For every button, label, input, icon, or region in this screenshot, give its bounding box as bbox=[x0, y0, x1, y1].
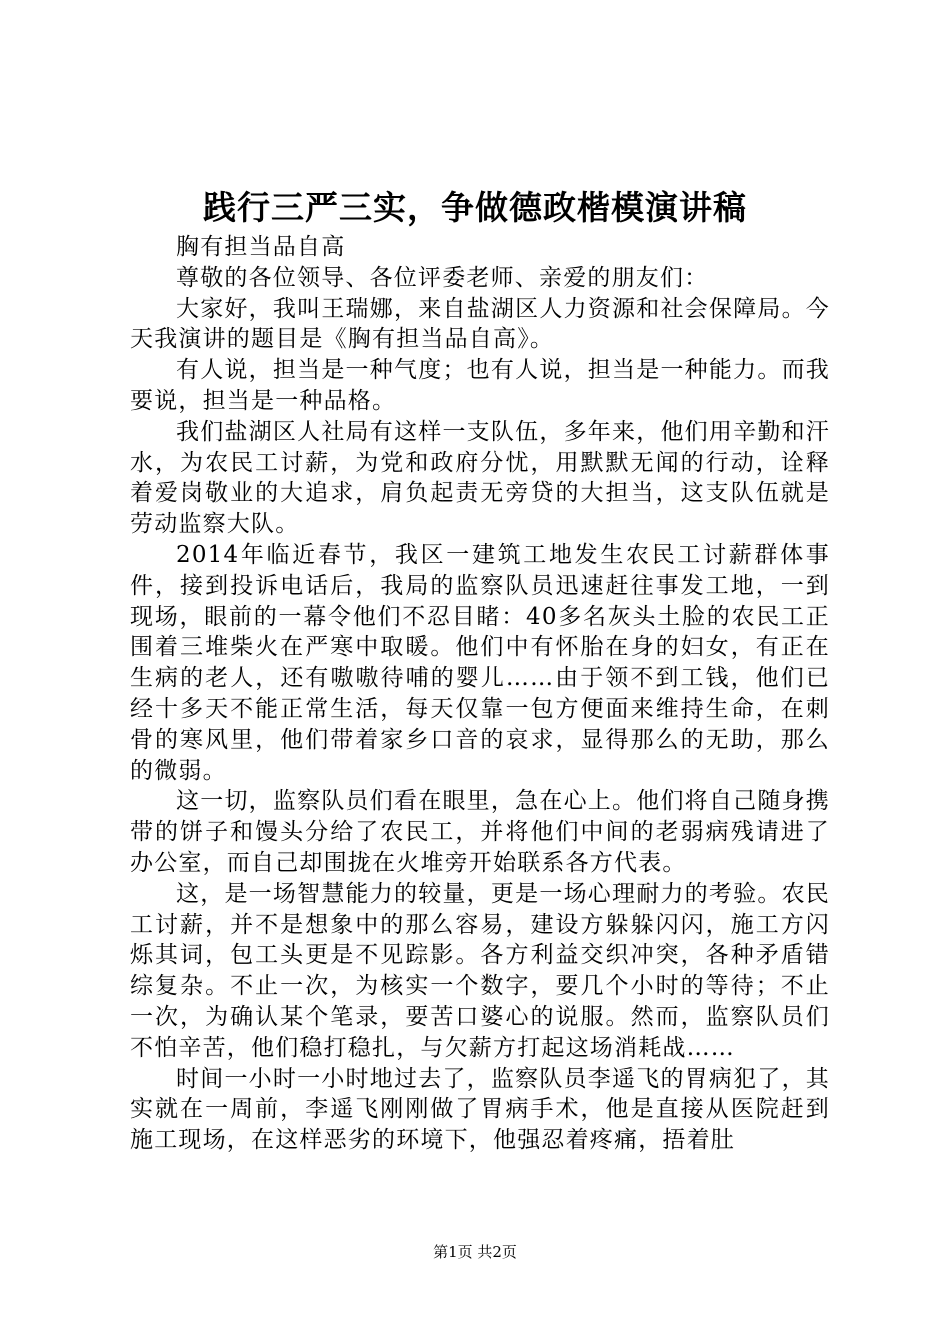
paragraph: 2014年临近春节，我区一建筑工地发生农民工讨薪群体事件，接到投诉电话后，我局的监察队员迅速赶往事发工地，一到现场，眼前的一幕令他们不忍目睹：40多名灰头土脸的农民工正围着三堆柴火在严寒中取暖。他们中有怀胎在身的妇女，有正在生病的老人，还有嗷嗷待哺的婴儿……由于领不到工钱，他们已经十多天不能正常生活，每天仅靠一包方便面来维持生命，在刺骨的寒风里，他们带着家乡口音的哀求，显得那么的无助，那么的微弱。 bbox=[130, 541, 830, 784]
paragraph: 这，是一场智慧能力的较量，更是一场心理耐力的考验。农民工讨薪，并不是想象中的那么容易，建设方躲躲闪闪，施工方闪烁其词，包工头更是不见踪影。各方利益交织冲突，各种矛盾错综复杂。不止一次，为核实一个数字，要几个小时的等待；不止一次，为确认某个笔录，要苦口婆心的说服。然而，监察队员们不怕辛苦，他们稳打稳扎，与欠薪方打起这场消耗战…… bbox=[130, 880, 830, 1061]
paragraph: 时间一小时一小时地过去了，监察队员李遥飞的胃病犯了，其实就在一周前，李遥飞刚刚做了胃病手术，他是直接从医院赶到施工现场，在这样恶劣的环境下，他强忍着疼痛，捂着肚 bbox=[130, 1065, 830, 1154]
paragraph: 我们盐湖区人社局有这样一支队伍，多年来，他们用辛勤和汗水，为农民工讨薪，为党和政府分忧，用默默无闻的行动，诠释着爱岗敬业的大追求，肩负起责无旁贷的大担当，这支队伍就是劳动监察大队。 bbox=[130, 418, 830, 538]
page-footer: 第1页 共2页 bbox=[433, 1243, 517, 1261]
document-body bbox=[130, 232, 830, 1156]
paragraph-subtitle: 胸有担当品自高 bbox=[176, 234, 346, 260]
paragraph: 大家好，我叫王瑞娜，来自盐湖区人力资源和社会保障局。今天我演讲的题目是《胸有担当品自高》。 bbox=[130, 295, 830, 353]
paragraph-greeting: 尊敬的各位领导、各位评委老师、亲爱的朋友们： bbox=[176, 264, 709, 291]
paragraph: 有人说，担当是一种气度；也有人说，担当是一种能力。而我要说，担当是一种品格。 bbox=[130, 357, 830, 414]
document-title: 践行三严三实，争做德政楷模演讲稿 bbox=[203, 188, 747, 227]
paragraph: 这一切，监察队员们看在眼里，急在心上。他们将自己随身携带的饼子和馒头分给了农民工，并将他们中间的老弱病残请进了办公室，而自己却围拢在火堆旁开始联系各方代表。 bbox=[130, 788, 830, 876]
